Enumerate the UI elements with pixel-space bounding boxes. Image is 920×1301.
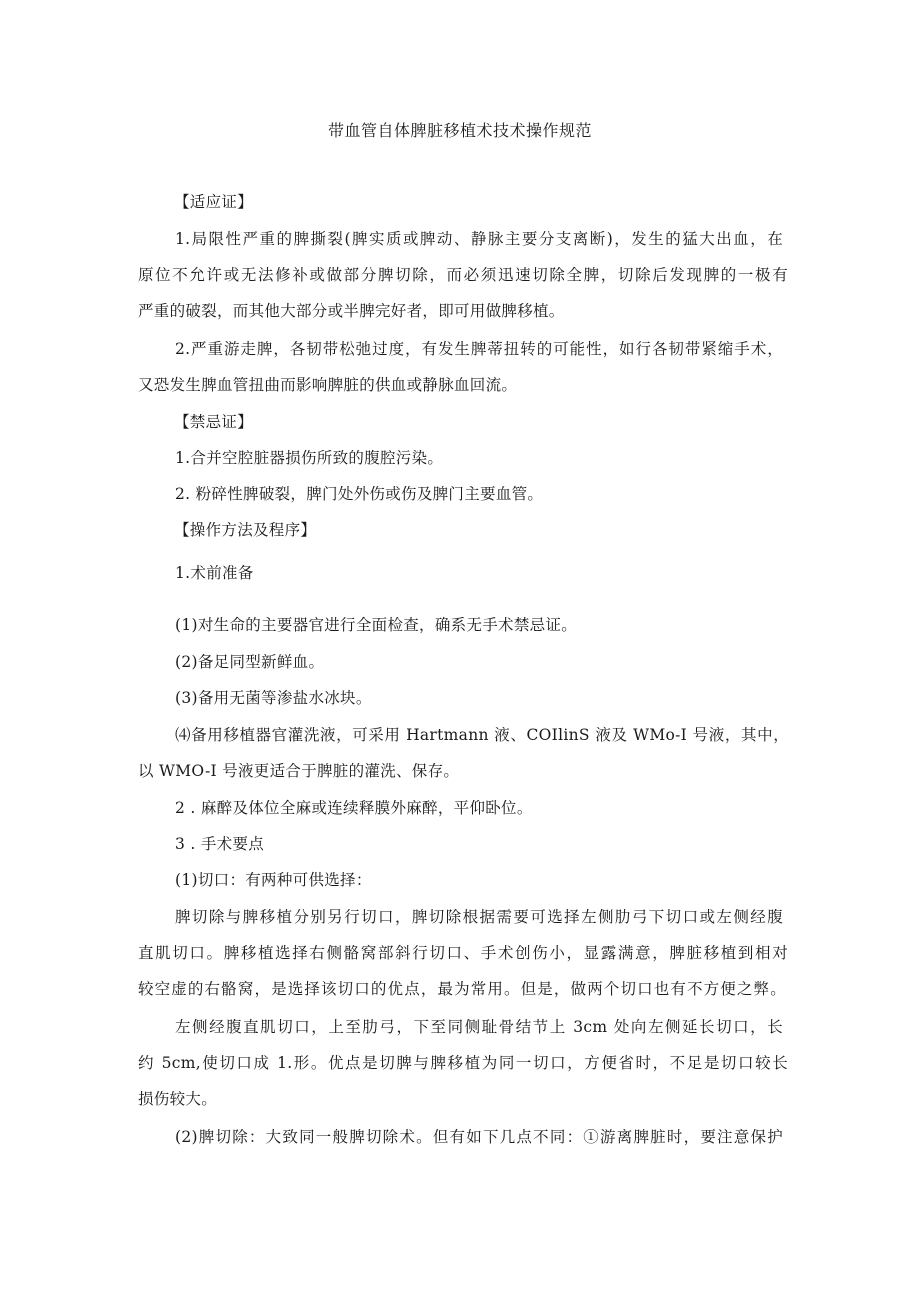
- text-line: 原位不允许或无法修补或做部分脾切除，而必须迅速切除全脾，切除后发现脾的一极有: [138, 266, 788, 284]
- text-line: 3 . 手术要点: [175, 835, 265, 853]
- text-line: 1.术前准备: [175, 564, 254, 582]
- text-line: (2)备足同型新鲜血。: [175, 653, 325, 671]
- text-line: 脾切除与脾移植分别另行切口，脾切除根据需要可选择左侧肋弓下切口或左侧经腹: [175, 908, 783, 926]
- section-heading-indications: 【适应证】: [174, 193, 254, 211]
- text-line: 直肌切口。脾移植选择右侧骼窝部斜行切口、手术创伤小，显露满意，脾脏移植到相对: [138, 944, 788, 962]
- section-heading-procedure: 【操作方法及程序】: [174, 521, 317, 539]
- page-title: 带血管自体脾脏移植术技术操作规范: [327, 121, 592, 140]
- text-line: 2.严重游走脾，各韧带松弛过度，有发生脾蒂扭转的可能性，如行各韧带紧缩手术，: [175, 340, 783, 358]
- text-line: 以 WMO-I 号液更适合于脾脏的灌洗、保存。: [138, 762, 460, 780]
- text-line: 约 5cm,使切口成 1.形。优点是切脾与脾移植为同一切口，方便省时，不足是切口较长: [138, 1054, 788, 1072]
- text-line: (1)切口：有两种可供选择：: [175, 871, 372, 889]
- text-line: (3)备用无菌等渗盐水冰块。: [175, 689, 372, 707]
- section-heading-contraindications: 【禁忌证】: [174, 413, 254, 431]
- text-line: 较空虚的右骼窝，是选择该切口的优点，最为常用。但是，做两个切口也有不方便之弊。: [138, 980, 786, 998]
- text-line: 又恐发生脾血管扭曲而影响脾脏的供血或静脉血回流。: [138, 376, 518, 394]
- text-line: (2)脾切除：大致同一般脾切除术。但有如下几点不同：①游离脾脏时，要注意保护: [175, 1128, 783, 1146]
- text-line: 严重的破裂，而其他大部分或半脾完好者，即可用做脾移植。: [138, 302, 565, 320]
- text-line: 2. 粉碎性脾破裂，脾门处外伤或伤及脾门主要血管。: [175, 485, 544, 503]
- text-line: 2 . 麻醉及体位全麻或连续释膜外麻醉，平仰卧位。: [175, 799, 533, 817]
- text-line: (1)对生命的主要器官进行全面检查，确系无手术禁忌证。: [175, 616, 578, 634]
- text-line: ⑷备用移植器官灌洗液，可采用 Hartmann 液、COIlinS 液及 WMo-I 号液，其中，: [175, 726, 789, 744]
- text-line: 1.合并空腔脏器损伤所致的腹腔污染。: [175, 449, 444, 467]
- text-line: 左侧经腹直肌切口，上至肋弓，下至同侧耻骨结节上 3cm 处向左侧延长切口，长: [175, 1018, 783, 1036]
- text-line: 损伤较大。: [138, 1090, 218, 1108]
- text-line: 1.局限性严重的脾撕裂(脾实质或脾动、静脉主要分支离断)，发生的猛大出血，在: [175, 230, 783, 248]
